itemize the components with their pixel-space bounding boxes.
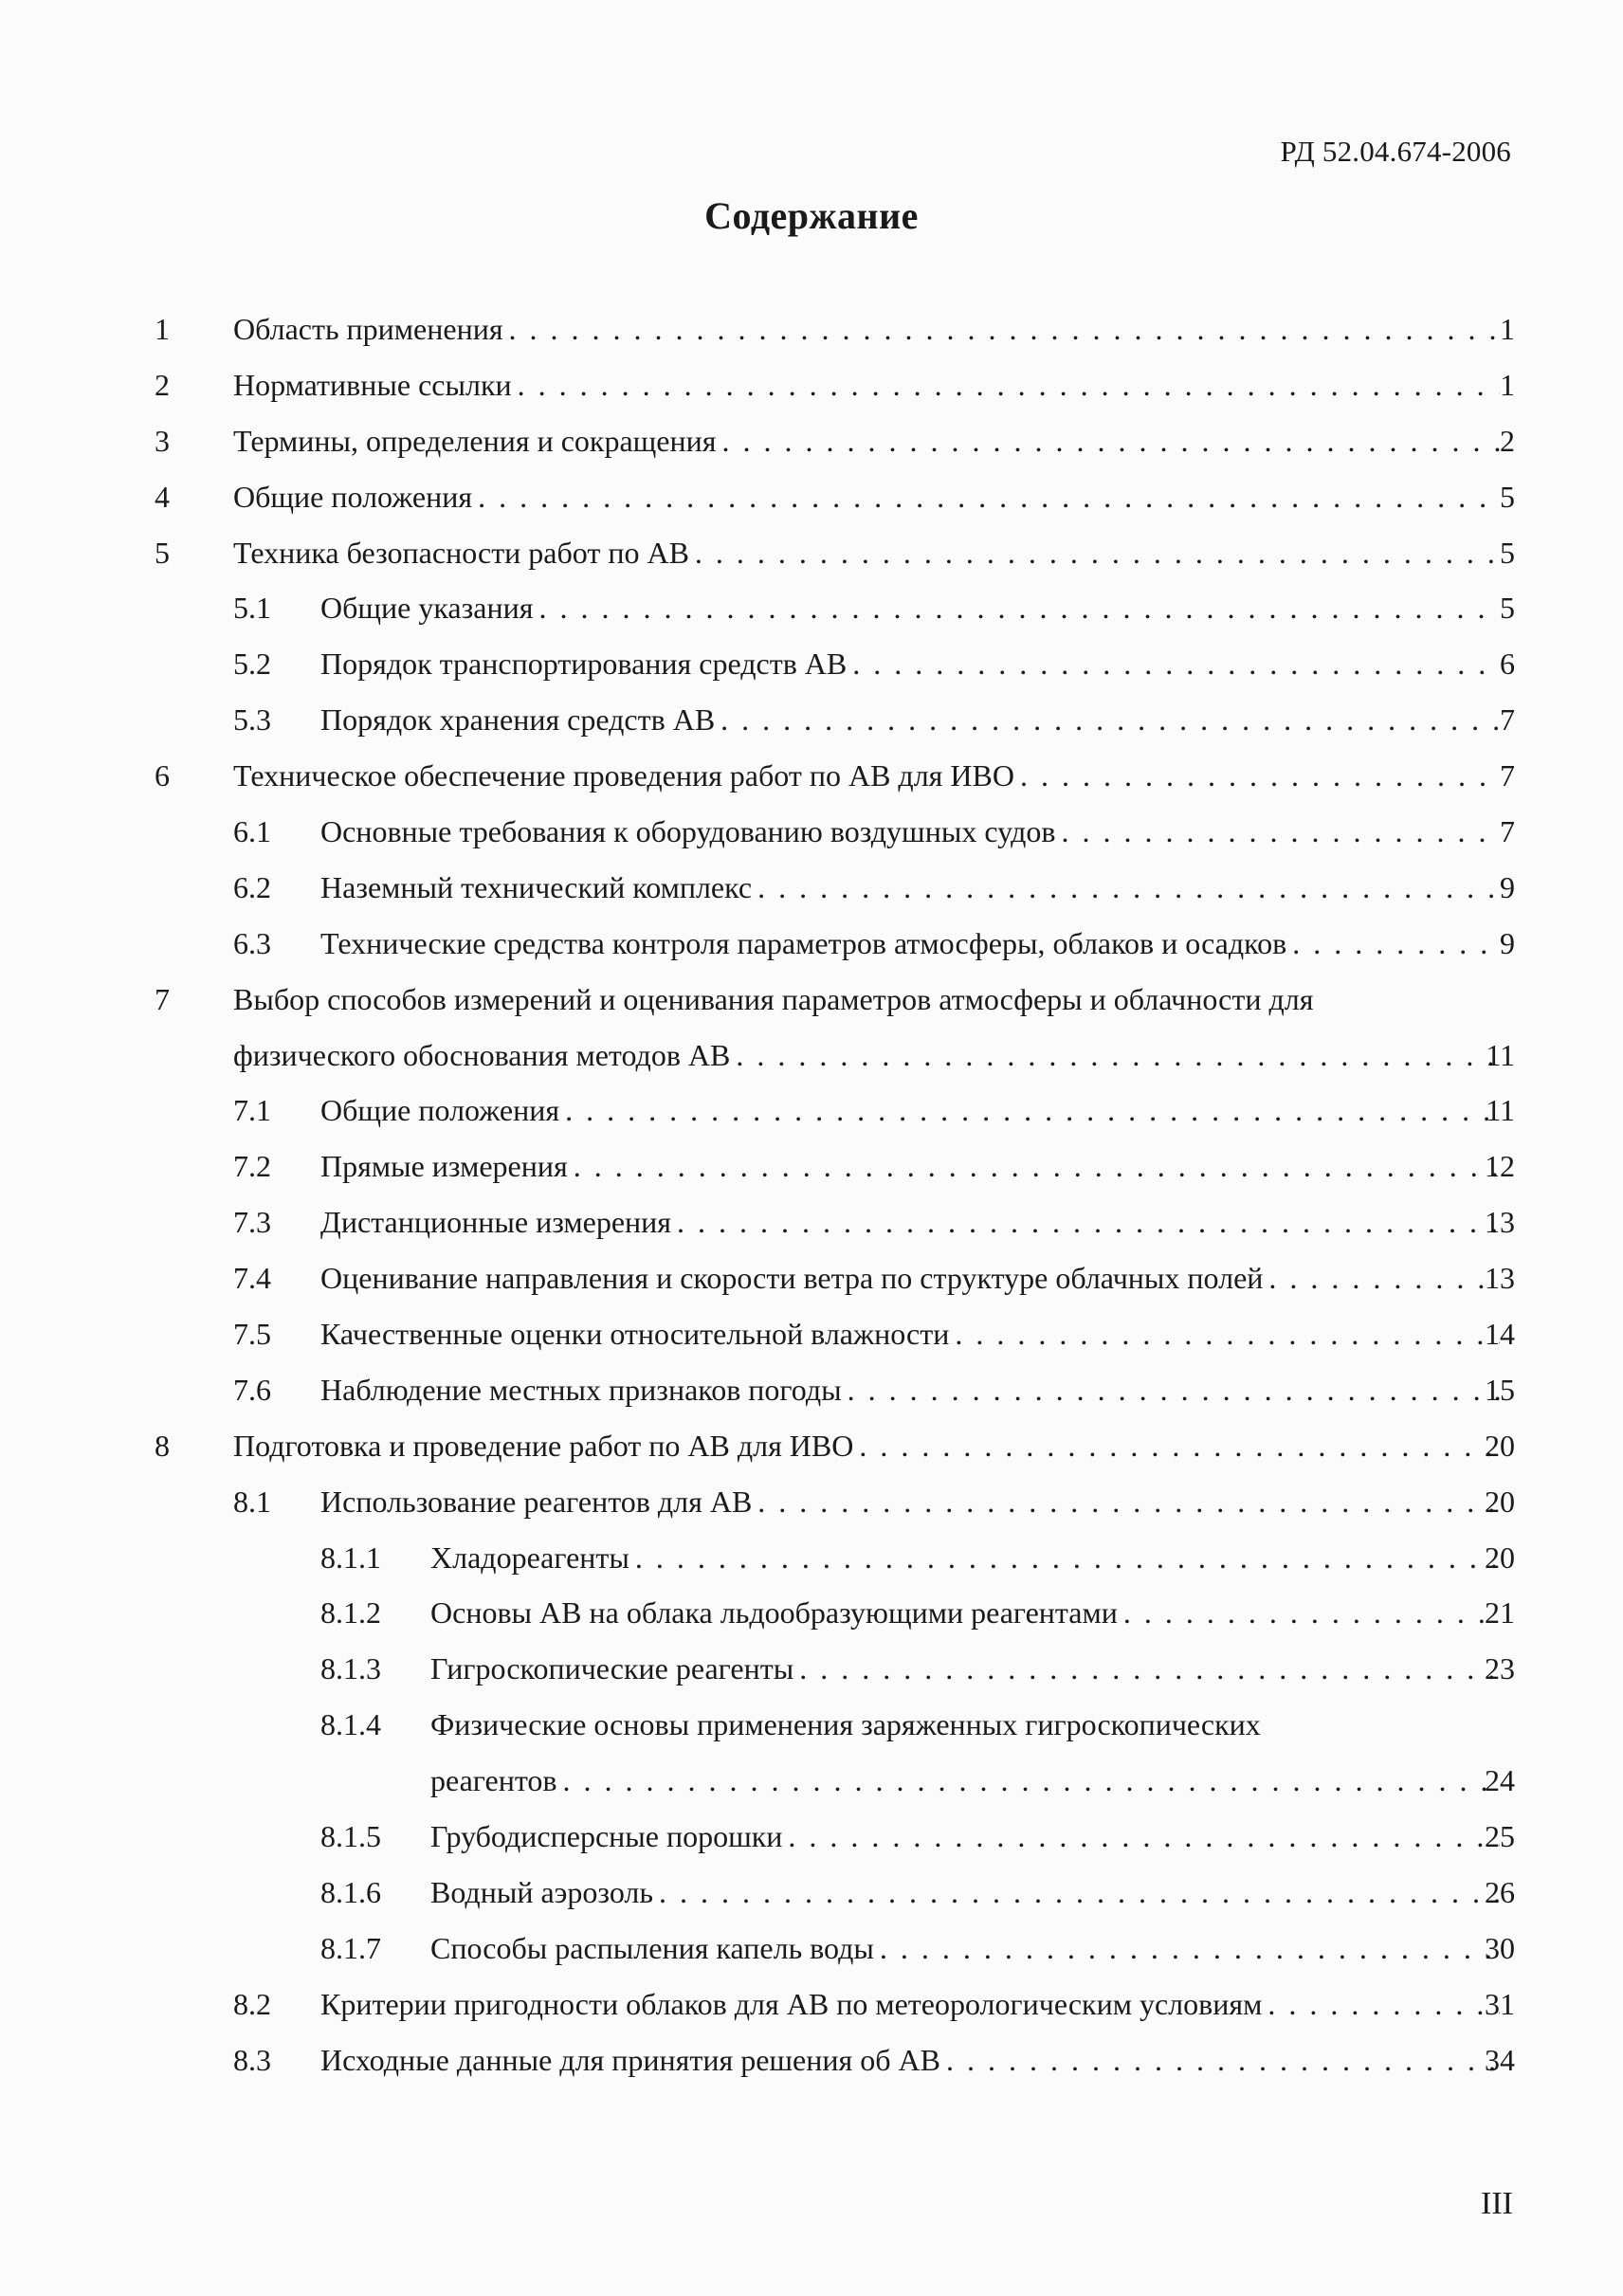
page-number: III bbox=[1481, 2186, 1513, 2221]
toc-entry-page: 13 bbox=[1485, 1205, 1515, 1240]
toc-entry-page: 11 bbox=[1486, 1037, 1515, 1072]
toc-entry-title: Общие положения bbox=[320, 1093, 560, 1128]
toc-dot-leader bbox=[1055, 804, 1500, 860]
toc-dot-leader bbox=[949, 1306, 1500, 1362]
toc-entry-line bbox=[233, 525, 1500, 581]
toc-entry[interactable] bbox=[0, 1977, 1623, 2032]
toc-entry-line bbox=[233, 469, 1500, 525]
toc-entry-number: 6.3 bbox=[233, 925, 271, 960]
toc-entry[interactable] bbox=[0, 804, 1623, 860]
toc-entry-line bbox=[233, 413, 1500, 469]
toc-entry[interactable] bbox=[0, 1809, 1623, 1865]
toc-entry-line bbox=[320, 916, 1500, 972]
toc-entry-page: 5 bbox=[1500, 535, 1515, 570]
toc-entry-title: Наблюдение местных признаков погоды bbox=[320, 1372, 842, 1407]
toc-entry[interactable] bbox=[0, 1418, 1623, 1474]
toc-entry-title: Порядок хранения средств АВ bbox=[320, 702, 716, 738]
page-title: Содержание bbox=[704, 194, 919, 237]
toc-entry[interactable] bbox=[0, 525, 1623, 581]
toc-dot-leader bbox=[940, 2032, 1500, 2088]
toc-entry-title: Термины, определения и сокращения bbox=[233, 423, 717, 458]
toc-dot-leader bbox=[671, 1194, 1500, 1250]
toc-dot-leader bbox=[782, 1809, 1500, 1865]
toc-entry-title: Основные требования к оборудованию воздушных судов bbox=[320, 814, 1056, 849]
toc-entry-title: Качественные оценки относительной влажности bbox=[320, 1317, 950, 1352]
toc-entry[interactable] bbox=[0, 580, 1623, 636]
toc-entry-page: 7 bbox=[1500, 814, 1515, 849]
table-of-contents bbox=[0, 301, 1623, 2088]
toc-entry-page: 21 bbox=[1485, 1595, 1515, 1631]
toc-entry-page: 9 bbox=[1500, 869, 1515, 904]
toc-entry-title: Общие указания bbox=[320, 591, 534, 626]
toc-dot-leader bbox=[557, 1753, 1501, 1809]
toc-dot-leader bbox=[752, 1474, 1500, 1530]
toc-entry-number: 3 bbox=[155, 423, 170, 458]
toc-dot-leader bbox=[472, 469, 1500, 525]
toc-entry-page: 20 bbox=[1485, 1540, 1515, 1575]
toc-entry-line bbox=[430, 1809, 1500, 1865]
toc-entry-page: 5 bbox=[1500, 591, 1515, 626]
toc-entry[interactable] bbox=[0, 1083, 1623, 1139]
toc-dot-leader bbox=[752, 860, 1500, 916]
toc-entry-title: Оценивание направления и скорости ветра по структуре облачных полей bbox=[320, 1261, 1264, 1296]
toc-dot-leader bbox=[730, 1028, 1500, 1084]
toc-entry-page: 1 bbox=[1500, 367, 1515, 402]
toc-entry-number: 8 bbox=[155, 1428, 170, 1463]
toc-entry-page: 24 bbox=[1485, 1763, 1515, 1798]
toc-entry-number: 7.3 bbox=[233, 1205, 271, 1240]
toc-entry-page: 26 bbox=[1485, 1874, 1515, 1909]
document-code: РД 52.04.674-2006 bbox=[1280, 135, 1511, 168]
toc-dot-leader bbox=[629, 1530, 1500, 1586]
toc-entry-title: Хладореагенты bbox=[430, 1540, 629, 1575]
toc-entry-number: 8.1.2 bbox=[320, 1595, 381, 1631]
toc-entry-page: 15 bbox=[1485, 1372, 1515, 1407]
toc-entry-page: 1 bbox=[1500, 312, 1515, 346]
toc-entry-number: 7 bbox=[155, 981, 170, 1016]
toc-entry-number: 2 bbox=[155, 367, 170, 402]
toc-entry-title: Область применения bbox=[233, 312, 503, 346]
toc-entry-line bbox=[320, 860, 1500, 916]
toc-dot-leader bbox=[689, 525, 1500, 581]
toc-entry-page: 6 bbox=[1500, 647, 1515, 682]
toc-dot-leader bbox=[853, 1418, 1500, 1474]
toc-entry-line bbox=[430, 1641, 1500, 1697]
toc-entry[interactable] bbox=[0, 1921, 1623, 1977]
toc-entry-page: 20 bbox=[1485, 1484, 1515, 1519]
toc-entry-number: 8.1 bbox=[233, 1484, 271, 1519]
toc-entry-line bbox=[320, 1250, 1500, 1306]
toc-entry-number: 7.4 bbox=[233, 1261, 271, 1296]
toc-dot-leader bbox=[715, 692, 1500, 748]
toc-entry-title: Грубодисперсные порошки bbox=[430, 1819, 783, 1854]
toc-entry-line bbox=[320, 2032, 1500, 2088]
toc-entry-line bbox=[320, 1977, 1500, 2032]
toc-entry-number: 6.1 bbox=[233, 814, 271, 849]
toc-entry-number: 7.1 bbox=[233, 1093, 271, 1128]
toc-entry[interactable] bbox=[0, 469, 1623, 525]
toc-entry-line bbox=[320, 692, 1500, 748]
toc-entry-page: 7 bbox=[1500, 758, 1515, 793]
toc-entry-line bbox=[320, 1306, 1500, 1362]
toc-entry-number: 8.1.4 bbox=[320, 1707, 381, 1742]
toc-dot-leader bbox=[874, 1921, 1500, 1977]
toc-entry[interactable] bbox=[0, 636, 1623, 692]
toc-entry[interactable] bbox=[0, 357, 1623, 413]
toc-entry-number: 5.1 bbox=[233, 591, 271, 626]
toc-entry-page: 23 bbox=[1485, 1651, 1515, 1686]
toc-entry[interactable] bbox=[0, 1194, 1623, 1250]
toc-entry-line bbox=[320, 1139, 1500, 1194]
toc-entry-page: 14 bbox=[1485, 1317, 1515, 1352]
toc-entry-title: Техническое обеспечение проведения работ по АВ для ИВО bbox=[233, 758, 1014, 793]
toc-dot-leader bbox=[842, 1362, 1500, 1418]
toc-entry-title: Дистанционные измерения bbox=[320, 1205, 671, 1240]
toc-entry[interactable] bbox=[0, 413, 1623, 469]
toc-entry-title: Подготовка и проведение работ по АВ для ИВО bbox=[233, 1428, 854, 1463]
toc-entry-line bbox=[430, 1585, 1500, 1641]
toc-entry-line bbox=[233, 972, 1519, 1028]
toc-entry-page: 11 bbox=[1486, 1093, 1515, 1128]
toc-entry-page: 13 bbox=[1485, 1261, 1515, 1296]
toc-entry-number: 8.1.5 bbox=[320, 1819, 381, 1854]
toc-entry-number: 8.2 bbox=[233, 1986, 271, 2021]
toc-entry-page: 30 bbox=[1485, 1930, 1515, 1965]
toc-entry-title: физического обоснования методов АВ bbox=[233, 1037, 731, 1072]
toc-entry-line bbox=[233, 301, 1500, 357]
toc-entry[interactable] bbox=[0, 692, 1623, 748]
toc-entry-title: Выбор способов измерений и оценивания параметров атмосферы и облачности для bbox=[233, 981, 1314, 1016]
toc-entry-page: 5 bbox=[1500, 479, 1515, 514]
toc-entry[interactable] bbox=[0, 301, 1623, 357]
toc-entry[interactable] bbox=[0, 1865, 1623, 1921]
toc-entry-line bbox=[233, 357, 1500, 413]
toc-entry-page: 20 bbox=[1485, 1428, 1515, 1463]
toc-entry-number: 4 bbox=[155, 479, 170, 514]
toc-entry-title: Нормативные ссылки bbox=[233, 367, 512, 402]
toc-entry-title: Основы АВ на облака льдообразующими реагентами bbox=[430, 1595, 1118, 1631]
toc-entry-title: Наземный технический комплекс bbox=[320, 869, 753, 904]
toc-entry-title: Критерии пригодности облаков для АВ по метеорологическим условиям bbox=[320, 1986, 1263, 2021]
toc-entry-number: 7.5 bbox=[233, 1317, 271, 1352]
toc-entry-title: Порядок транспортирования средств АВ bbox=[320, 647, 848, 682]
toc-entry-line bbox=[233, 748, 1500, 804]
toc-entry[interactable] bbox=[0, 1250, 1623, 1306]
toc-entry-number: 6.2 bbox=[233, 869, 271, 904]
toc-entry-number: 8.1.7 bbox=[320, 1930, 381, 1965]
toc-entry-page: 2 bbox=[1500, 423, 1515, 458]
toc-entry[interactable] bbox=[0, 972, 1623, 1028]
toc-entry[interactable] bbox=[0, 860, 1623, 916]
toc-entry[interactable] bbox=[0, 2032, 1623, 2088]
toc-entry-number: 5.3 bbox=[233, 702, 271, 738]
toc-dot-leader bbox=[1118, 1585, 1500, 1641]
toc-entry[interactable] bbox=[0, 1028, 1623, 1084]
toc-entry-title: Гигроскопические реагенты bbox=[430, 1651, 794, 1686]
toc-entry-number: 8.1.3 bbox=[320, 1651, 381, 1686]
toc-entry-title: Исходные данные для принятия решения об АВ bbox=[320, 2042, 940, 2077]
toc-dot-leader bbox=[1014, 748, 1500, 804]
toc-entry[interactable] bbox=[0, 1753, 1623, 1809]
toc-entry-line bbox=[233, 1028, 1500, 1084]
toc-entry-page: 9 bbox=[1500, 925, 1515, 960]
toc-entry-title: Водный аэрозоль bbox=[430, 1874, 653, 1909]
toc-entry-title: Способы распыления капель воды bbox=[430, 1930, 874, 1965]
toc-entry-title: реагентов bbox=[430, 1763, 557, 1798]
toc-entry-number: 8.1.6 bbox=[320, 1874, 381, 1909]
toc-entry-line bbox=[320, 580, 1500, 636]
toc-entry-line bbox=[320, 1474, 1500, 1530]
toc-dot-leader bbox=[793, 1641, 1500, 1697]
toc-entry-title: Прямые измерения bbox=[320, 1149, 568, 1184]
toc-dot-leader bbox=[533, 580, 1500, 636]
toc-entry[interactable] bbox=[0, 1139, 1623, 1194]
toc-entry-line bbox=[430, 1697, 1519, 1753]
toc-entry[interactable] bbox=[0, 916, 1623, 972]
toc-entry-page: 12 bbox=[1485, 1149, 1515, 1184]
toc-entry-line bbox=[320, 1083, 1500, 1139]
toc-entry-line bbox=[430, 1921, 1500, 1977]
toc-dot-leader bbox=[559, 1083, 1500, 1139]
toc-entry-number: 1 bbox=[155, 312, 170, 346]
toc-entry-number: 6 bbox=[155, 758, 170, 793]
toc-dot-leader bbox=[653, 1865, 1500, 1921]
toc-entry-line bbox=[430, 1753, 1500, 1809]
toc-entry[interactable] bbox=[0, 1474, 1623, 1530]
toc-entry-number: 7.6 bbox=[233, 1372, 271, 1407]
toc-entry-title: Физические основы применения заряженных гигроскопических bbox=[430, 1707, 1261, 1742]
toc-entry-number: 7.2 bbox=[233, 1149, 271, 1184]
toc-entry[interactable] bbox=[0, 1306, 1623, 1362]
toc-entry-line bbox=[320, 636, 1500, 692]
toc-entry-title: Общие положения bbox=[233, 479, 473, 514]
toc-entry-line bbox=[320, 1362, 1500, 1418]
toc-entry-page: 25 bbox=[1485, 1819, 1515, 1854]
toc-entry[interactable] bbox=[0, 1585, 1623, 1641]
toc-dot-leader bbox=[568, 1139, 1500, 1194]
toc-entry-line bbox=[320, 804, 1500, 860]
toc-entry-line bbox=[320, 1194, 1500, 1250]
toc-entry-number: 8.3 bbox=[233, 2042, 271, 2077]
toc-dot-leader bbox=[716, 413, 1500, 469]
toc-entry[interactable] bbox=[0, 1697, 1623, 1753]
toc-entry-number: 5 bbox=[155, 535, 170, 570]
toc-entry-title: Технические средства контроля параметров атмосферы, облаков и осадков bbox=[320, 925, 1287, 960]
toc-entry-page: 7 bbox=[1500, 702, 1515, 738]
toc-entry-line bbox=[233, 1418, 1500, 1474]
toc-entry-number: 5.2 bbox=[233, 647, 271, 682]
toc-entry-title: Использование реагентов для АВ bbox=[320, 1484, 753, 1519]
toc-entry-title: Техника безопасности работ по АВ bbox=[233, 535, 689, 570]
toc-entry[interactable] bbox=[0, 748, 1623, 804]
toc-entry-page: 34 bbox=[1485, 2042, 1515, 2077]
toc-entry-page: 31 bbox=[1485, 1986, 1515, 2021]
toc-dot-leader bbox=[847, 636, 1500, 692]
toc-entry-line bbox=[430, 1530, 1500, 1586]
toc-entry[interactable] bbox=[0, 1530, 1623, 1586]
toc-dot-leader bbox=[503, 301, 1500, 357]
toc-entry[interactable] bbox=[0, 1641, 1623, 1697]
toc-entry-line bbox=[430, 1865, 1500, 1921]
toc-dot-leader bbox=[512, 357, 1500, 413]
toc-entry-number: 8.1.1 bbox=[320, 1540, 381, 1575]
toc-entry[interactable] bbox=[0, 1362, 1623, 1418]
